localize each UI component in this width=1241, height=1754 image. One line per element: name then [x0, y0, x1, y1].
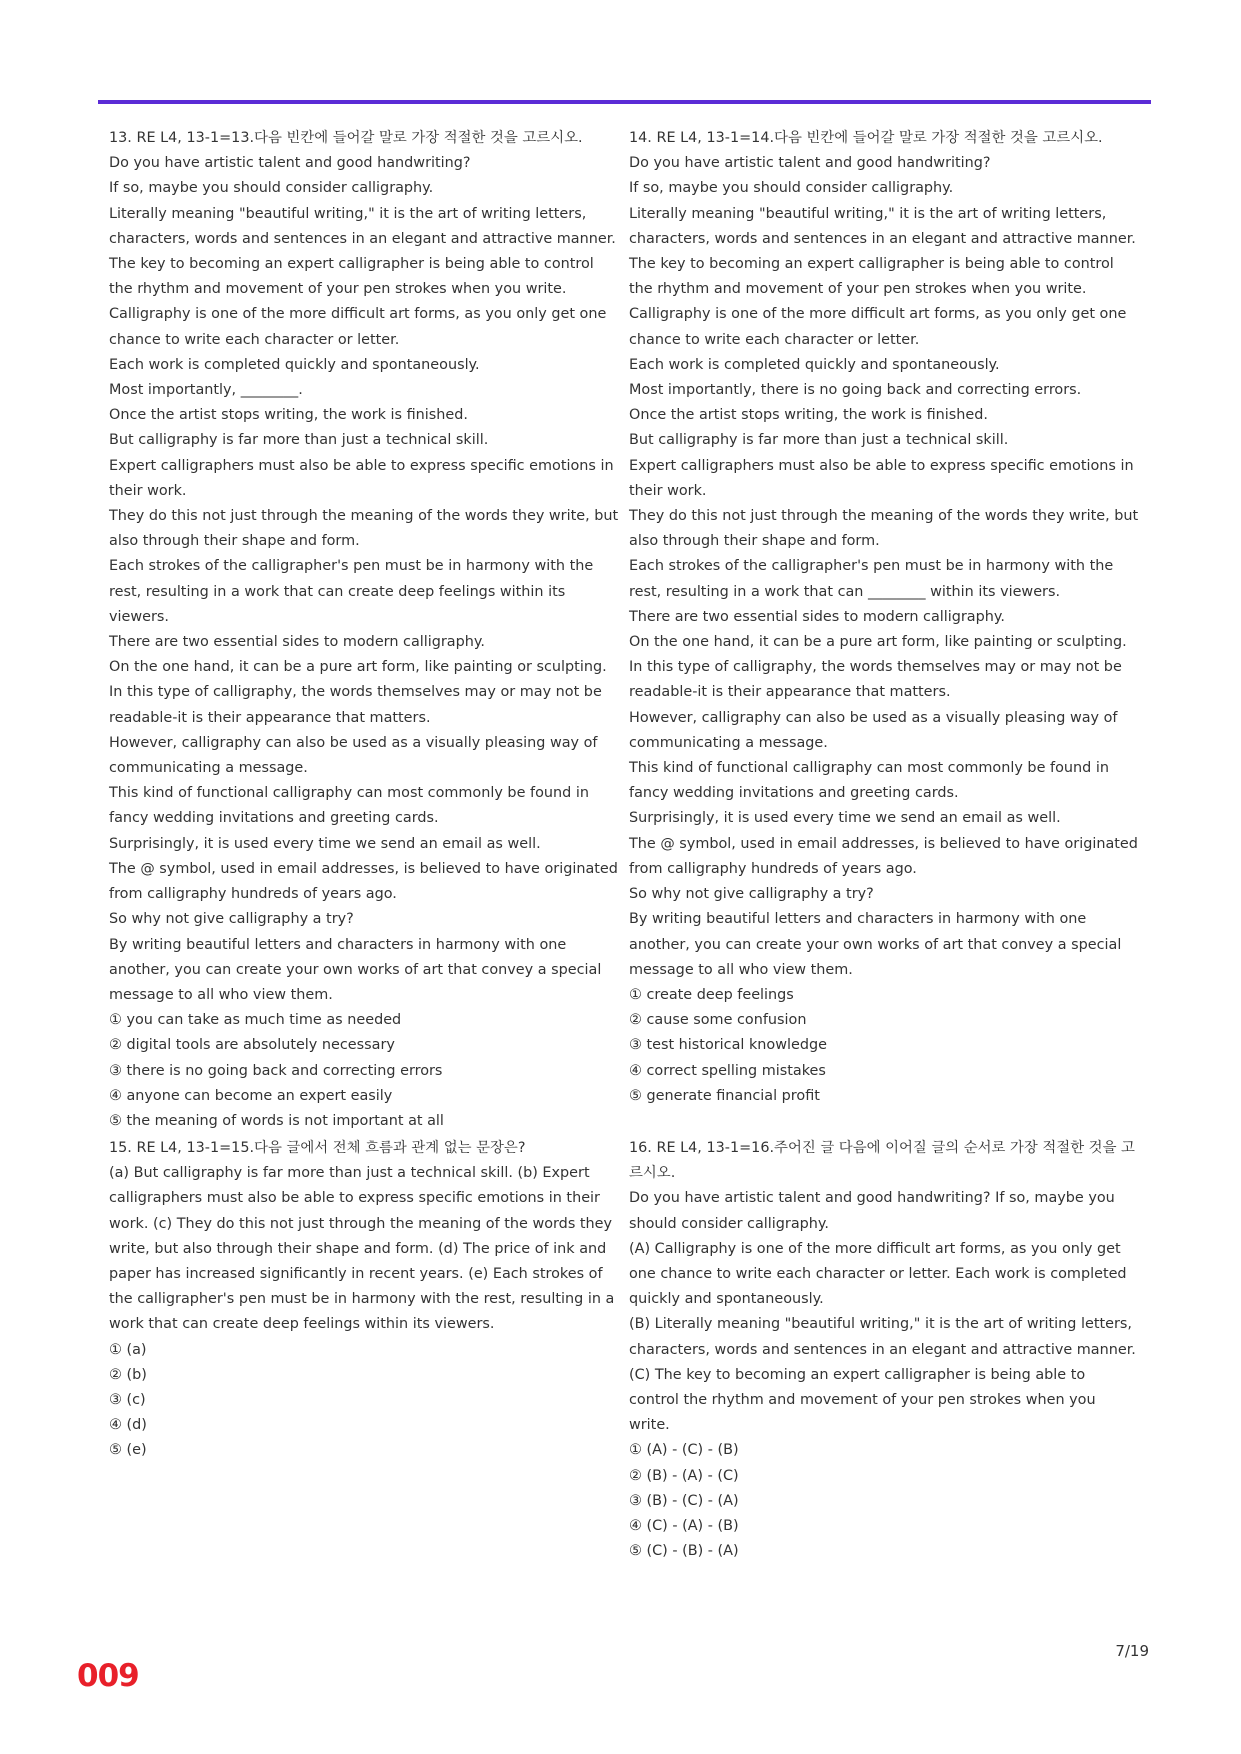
passage-line: They do this not just through the meaning of the words they write, but also through their shape and form.: [109, 508, 619, 550]
passage-line: Each work is completed quickly and spontaneously.: [109, 356, 480, 373]
passage-line: Once the artist stops writing, the work is finished.: [629, 407, 988, 424]
passage-line: If so, maybe you should consider calligraphy.: [109, 180, 434, 197]
answer-option-4[interactable]: ④ anyone can become an expert easily: [109, 1087, 393, 1104]
answer-option-4[interactable]: ④ (d): [109, 1417, 147, 1434]
passage-line: Most importantly, ________.: [109, 382, 303, 399]
question-header: 14. RE L4, 13-1=14.다음 빈칸에 들어갈 말로 가장 적절한 것을 고르시오.: [629, 130, 1103, 146]
passage-line: Once the artist stops writing, the work is finished.: [109, 407, 468, 424]
answer-option-4[interactable]: ④ correct spelling mistakes: [629, 1062, 826, 1079]
passage-line: However, calligraphy can also be used as a visually pleasing way of communicating a message.: [629, 709, 1118, 751]
passage-line: The @ symbol, used in email addresses, is believed to have originated from calligraphy hundreds of years ago.: [629, 835, 1138, 877]
passage-line: The @ symbol, used in email addresses, is believed to have originated from calligraphy hundreds of years ago.: [109, 860, 618, 903]
passage-line: There are two essential sides to modern calligraphy.: [109, 634, 485, 651]
passage-line: In this type of calligraphy, the words themselves may or may not be readable-it is their appearance that matters.: [109, 684, 602, 726]
passage-line: Surprisingly, it is used every time we send an email as well.: [629, 810, 1061, 827]
answer-option-5[interactable]: ⑤ (e): [109, 1442, 147, 1459]
passage-line: However, calligraphy can also be used as a visually pleasing way of communicating a message.: [109, 734, 598, 777]
passage-line: But calligraphy is far more than just a technical skill.: [629, 432, 1009, 449]
passage-line: (B) Literally meaning "beautiful writing," it is the art of writing letters, characters, words and sentences in an elegant and attractive manner.: [629, 1316, 1136, 1358]
passage-line: Each strokes of the calligrapher's pen must be in harmony with the rest, resulting in a work that can ________ within its viewers.: [629, 558, 1114, 600]
answer-option-5[interactable]: ⑤ the meaning of words is not important at all: [109, 1112, 444, 1129]
answer-option-3[interactable]: ③ (c): [109, 1392, 146, 1409]
passage-line: Most importantly, there is no going back and correcting errors.: [629, 382, 1082, 399]
passage-paragraph: (a) But calligraphy is far more than just a technical skill. (b) Expert calligraphers must also be able to express specific emotions in their work. (c) They do this not just through the meaning of the words they write, but also through their shape and form. (d) The price of ink and paper has increased significantly in recent years. (e) Each strokes of the calligrapher's pen must be in harmony with the rest, resulting in a work that can create deep feelings within its viewers.: [109, 1165, 615, 1333]
question-16: [629, 1136, 1139, 1564]
passage-line: Each strokes of the calligrapher's pen must be in harmony with the rest, resulting in a work that can create deep feelings within its viewers.: [109, 558, 594, 625]
answer-option-2[interactable]: ② (B) - (A) - (C): [629, 1467, 739, 1484]
question-15: [109, 1136, 619, 1464]
passage-line: Calligraphy is one of the more difficult art forms, as you only get one chance to write each character or letter.: [629, 306, 1127, 348]
answer-option-3[interactable]: ③ test historical knowledge: [629, 1037, 827, 1054]
answer-option-3[interactable]: ③ there is no going back and correcting errors: [109, 1062, 443, 1079]
passage-line: On the one hand, it can be a pure art form, like painting or sculpting.: [109, 659, 607, 676]
answer-option-3[interactable]: ③ (B) - (C) - (A): [629, 1492, 739, 1509]
passage-line: Expert calligraphers must also be able to express specific emotions in their work.: [629, 457, 1134, 499]
passage-line: Do you have artistic talent and good handwriting?: [109, 155, 471, 172]
answer-option-2[interactable]: ② cause some confusion: [629, 1012, 807, 1029]
page-number: 7/19: [1115, 1642, 1149, 1660]
passage-line: (A) Calligraphy is one of the more difficult art forms, as you only get one chance to write each character or letter. Each work is completed quickly and spontaneously.: [629, 1240, 1127, 1308]
passage-line: By writing beautiful letters and characters in harmony with one another, you can create your own works of art that convey a special message to all who view them.: [109, 936, 602, 1003]
answer-option-1[interactable]: ① (a): [109, 1341, 147, 1358]
answer-option-2[interactable]: ② digital tools are absolutely necessary: [109, 1037, 395, 1054]
publisher-logo: 009: [77, 1658, 139, 1694]
question-13: [109, 126, 619, 1134]
answer-option-1[interactable]: ① (A) - (C) - (B): [629, 1442, 739, 1459]
passage-line: The key to becoming an expert calligrapher is being able to control the rhythm and movement of your pen strokes when you write.: [629, 256, 1114, 298]
passage-line: Literally meaning "beautiful writing," it is the art of writing letters, characters, words and sentences in an elegant and attractive manner.: [629, 205, 1136, 247]
passage-line: (C) The key to becoming an expert calligrapher is being able to control the rhythm and movement of your pen strokes when you write.: [629, 1366, 1096, 1434]
passage-line: Literally meaning "beautiful writing," it is the art of writing letters, characters, words and sentences in an elegant and attractive manner.: [109, 205, 616, 247]
passage-line: This kind of functional calligraphy can most commonly be found in fancy wedding invitations and greeting cards.: [109, 785, 589, 827]
passage-line: Calligraphy is one of the more difficult art forms, as you only get one chance to write each character or letter.: [109, 306, 607, 348]
passage-line: Expert calligraphers must also be able to express specific emotions in their work.: [109, 457, 614, 499]
passage-line: In this type of calligraphy, the words themselves may or may not be readable-it is their appearance that matters.: [629, 659, 1122, 701]
passage-line: Surprisingly, it is used every time we send an email as well.: [109, 835, 541, 852]
answer-option-1[interactable]: ① create deep feelings: [629, 986, 794, 1003]
passage-line: On the one hand, it can be a pure art form, like painting or sculpting.: [629, 634, 1127, 651]
question-14: [629, 126, 1139, 1109]
passage-line: This kind of functional calligraphy can most commonly be found in fancy wedding invitations and greeting cards.: [629, 760, 1109, 802]
passage-line: Each work is completed quickly and spontaneously.: [629, 356, 1000, 373]
answer-option-4[interactable]: ④ (C) - (A) - (B): [629, 1518, 739, 1535]
passage-line: They do this not just through the meaning of the words they write, but also through their shape and form.: [629, 508, 1139, 550]
header-rule: [98, 100, 1151, 104]
question-header: 15. RE L4, 13-1=15.다음 글에서 전체 흐름과 관계 없는 문장은?: [109, 1140, 526, 1156]
answer-option-2[interactable]: ② (b): [109, 1366, 147, 1383]
answer-option-5[interactable]: ⑤ (C) - (B) - (A): [629, 1543, 739, 1560]
passage-line: The key to becoming an expert calligrapher is being able to control the rhythm and movement of your pen strokes when you write.: [109, 256, 594, 298]
question-header: 13. RE L4, 13-1=13.다음 빈칸에 들어갈 말로 가장 적절한 것을 고르시오.: [109, 130, 583, 146]
passage-line: By writing beautiful letters and characters in harmony with one another, you can create your own works of art that convey a special message to all who view them.: [629, 911, 1122, 978]
passage-line: Do you have artistic talent and good handwriting? If so, maybe you should consider calligraphy.: [629, 1190, 1115, 1232]
passage-line: Do you have artistic talent and good handwriting?: [629, 155, 991, 172]
question-header: 16. RE L4, 13-1=16.주어진 글 다음에 이어질 글의 순서로 가장 적절한 것을 고르시오.: [629, 1140, 1135, 1182]
passage-line: But calligraphy is far more than just a technical skill.: [109, 432, 489, 449]
passage-line: So why not give calligraphy a try?: [629, 886, 874, 903]
answer-option-1[interactable]: ① you can take as much time as needed: [109, 1012, 402, 1029]
passage-line: If so, maybe you should consider calligraphy.: [629, 180, 954, 197]
answer-option-5[interactable]: ⑤ generate financial profit: [629, 1087, 820, 1104]
passage-line: There are two essential sides to modern calligraphy.: [629, 608, 1005, 625]
passage-line: So why not give calligraphy a try?: [109, 911, 354, 928]
